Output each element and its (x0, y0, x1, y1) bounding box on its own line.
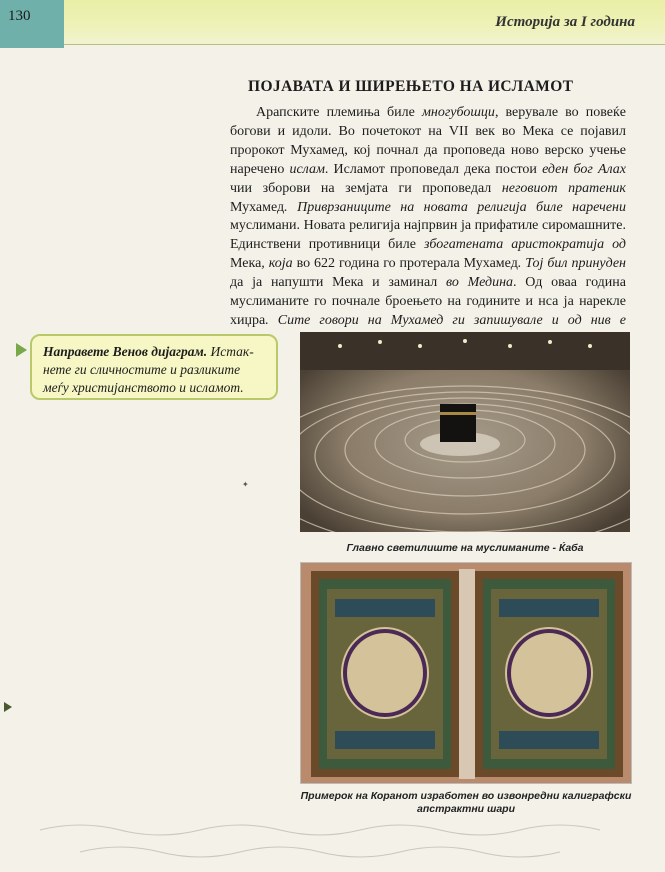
body-line (230, 236, 626, 255)
page-number-tab (0, 0, 64, 48)
body-text-run: да ја напушти Мека и заминал (230, 275, 447, 291)
body-paragraph (230, 104, 626, 331)
body-term: многубошци (421, 105, 495, 120)
body-line (230, 255, 626, 274)
chapter-title: ПОЈАВАТА И ШИРЕЊЕТО НА ИСЛАМОТ (248, 78, 574, 95)
body-term: . Сите говори на Мухамед ги запишувале и од нив е (265, 312, 626, 328)
body-text-run: . Исламот проповедал дека постои (324, 161, 543, 177)
body-line (230, 293, 626, 312)
quran-caption-line-2: апстрактни шари (416, 803, 516, 815)
kaaba-caption: Главно светилиште на муслиманите - Ќаба (346, 542, 584, 554)
body-text-run: пророкот Мухамед, кој почнал да проповеда ново верско учење (230, 142, 626, 158)
page-number: 130 (8, 8, 31, 24)
body-term: неговиот пратеник (501, 180, 626, 196)
body-term: . Тој бил принуден (517, 256, 626, 272)
body-term: еден бог Алах (542, 161, 626, 177)
body-text-run: чии зборови на земјата ги проповедал (230, 180, 502, 196)
pencil-scribbles (20, 800, 660, 872)
body-line (230, 123, 626, 142)
body-text-run: , верувале во повеќе (494, 105, 626, 120)
activity-box (30, 334, 278, 400)
body-line (230, 199, 626, 218)
body-text-run: . Од оваа година (513, 275, 626, 291)
body-term: збогатената аристократија од (423, 237, 626, 253)
body-text-run: Единствени противници биле (230, 237, 424, 253)
quran-caption-line-1: Примерок на Коранот изработен во извонредни калиграфски (300, 790, 632, 802)
body-line (230, 274, 626, 293)
body-text-run: хиџра (230, 312, 266, 328)
body-line (230, 180, 626, 199)
body-text-run: Мухамед (230, 199, 285, 215)
body-text-run: муслимани. Новата религија најпрвин ја прифатиле сиромашните. (230, 218, 626, 234)
body-term: , која (261, 256, 297, 272)
body-text-run: наречено (230, 161, 290, 177)
activity-text-1: Истак- (207, 344, 254, 359)
body-text-run: во 622 година го протерала Мухамед (296, 256, 518, 272)
body-term: ислам (289, 161, 325, 177)
body-term: . Приврзаниците на новата религија биле наречени (284, 199, 626, 215)
star-icon: ✦ (242, 480, 249, 489)
body-line (230, 312, 626, 331)
body-text-run: богови и идоли. Во почетокот на VII век во Мека се појавил (230, 123, 626, 139)
activity-task: Направете Венов дијаграм. (43, 344, 208, 359)
body-text-run: Арапските племиња биле (256, 105, 422, 120)
kaaba-photo (300, 332, 630, 532)
margin-arrow-icon (4, 702, 12, 712)
body-line (230, 217, 626, 236)
activity-text-2: нете ги сличностите и разликите (43, 362, 241, 377)
body-text-run: муслиманите го почнале броењето на годините и нса ја нарекле (230, 294, 626, 310)
running-head: Историја за I година (495, 14, 635, 30)
quran-photo (300, 562, 632, 784)
body-text-run: Мека (230, 256, 262, 272)
header-rule (64, 44, 665, 45)
body-term: во Медина (446, 275, 514, 291)
body-line (230, 104, 626, 123)
activity-text-3: меѓу христијанството и исламот. (43, 380, 244, 395)
body-line (230, 142, 626, 161)
activity-arrow-icon (16, 343, 27, 357)
body-line (230, 161, 626, 180)
